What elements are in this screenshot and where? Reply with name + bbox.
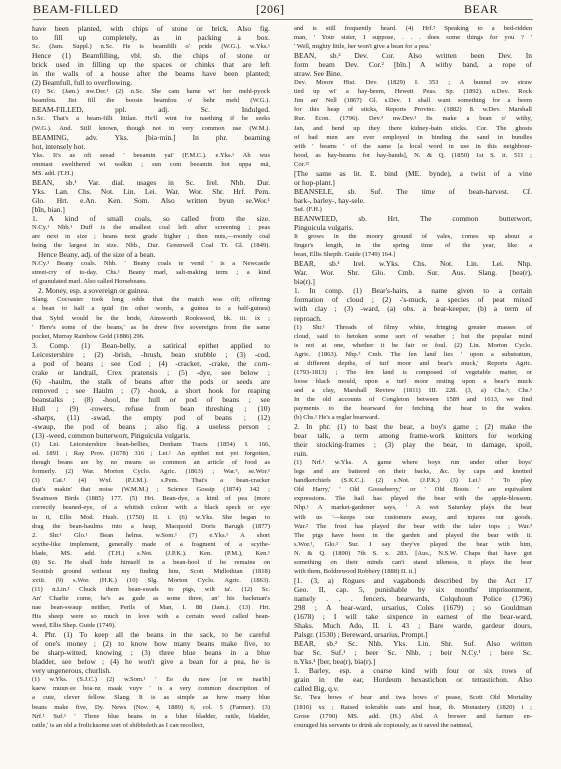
left-column-line: kaew muun·ee boa·nz maak vuyv ' is a very common description of bbox=[32, 685, 270, 693]
left-column-line: 1. A kind of small coals, so called from the size. bbox=[32, 213, 270, 223]
left-column-line: correctly beaned-eye, of a whitish colour with a black speck or eye bbox=[32, 504, 270, 512]
right-column-line: Shaks. Much Ado, II. i. 43 ; Bare warde, gardeur dours, bbox=[294, 621, 532, 631]
right-column-line: 1. In comp. (1) Bear's-hairs, a name given to a certain bbox=[294, 286, 532, 296]
right-column-line: biə(r).] bbox=[294, 277, 315, 287]
left-column-line: beamfou. Jist fill the boosie beamfou o' behr mehl (W.G.). bbox=[32, 97, 270, 105]
right-column-line: called Big, q.v. bbox=[294, 684, 339, 694]
left-column-line: (8) Sc. He shall hide himself in a bean-hool if he remains on bbox=[32, 558, 270, 566]
left-column-line: (1) Sc. (Jam.) nw.Der.¹ (2) n.Sc. She cam hame wi' her mehl-pyock bbox=[32, 88, 270, 96]
header-headword-left: BEAM-FILLED bbox=[33, 2, 119, 16]
left-column-line: Leicestershire ; (2) -brish, -brush, bean stubble ; (3) -cod, bbox=[32, 349, 270, 359]
right-column-line: ' Well, mighty little, her won't give a bean for a pea.' bbox=[294, 43, 431, 51]
left-column-line: though beans are by no means so common an article of food as bbox=[32, 459, 270, 467]
left-column-line: -swaup, the pod of beans ; also fig. a useless person ; bbox=[32, 422, 270, 432]
left-column-line: be sharp-witted, knowing ; (3) three blue beans in a blue bbox=[32, 648, 270, 658]
right-column-line: bark-, barley-, hay-sele. bbox=[294, 195, 365, 205]
right-column-line: The pigs have been in the garden and played the bear with it. bbox=[294, 531, 532, 539]
right-column-line: Jim an' Nell (1867) Gl. s.Dev. I shall want something for a beem bbox=[294, 97, 532, 105]
right-column-line: or hop-plant.] bbox=[294, 177, 335, 187]
left-column-line: very ungenerous, churlish. bbox=[32, 666, 111, 676]
left-column-line: Yks. Lan. Chs. Not. Lin. Lei. War. Wor. Shr. Hrf. Pem. bbox=[32, 186, 270, 196]
right-column-line: their stocking-frames ; (3) play the bear, to damage, spoil, bbox=[294, 440, 532, 450]
right-column-line: with us '—keeps our customers away, and injures our goods. bbox=[294, 513, 532, 521]
right-column-line: It grows in the moory ground of vales, comes up about a bbox=[294, 233, 532, 241]
header-rule bbox=[33, 19, 533, 20]
left-column-line: in the walls of a house after the beams have been planted; bbox=[32, 69, 270, 79]
left-column-line: of granulated marl. Also called Horsebeans. bbox=[32, 278, 147, 286]
right-column-line: n.Yks.¹ [ber, beə(r), biə(r).] bbox=[294, 657, 376, 667]
left-column-line: Hence Beany, adj. of the size of a bean. bbox=[38, 250, 156, 260]
left-column-line: a cute, clever fellow. Slang. It is as simple as how many blue bbox=[32, 694, 270, 702]
right-column-line: N. & Q. (1890) 7th S. x. 283. [Aus., N.S.W. Chaps that have got bbox=[294, 549, 532, 557]
right-column-line: cloud, said to betoken some sort of weather ; but the popular mind bbox=[294, 332, 532, 340]
left-column-line: (2) Beamfull, full to overflowing. bbox=[32, 78, 132, 88]
right-column-line: Suf. (F.H.) bbox=[294, 205, 322, 213]
right-column-line: bear talk, a term among frame-work knitters for working bbox=[294, 431, 532, 441]
left-column-line: beans make five, Dy. News (Nov. 4, 1889) 6, col. 5 (Farmer). (3) bbox=[32, 703, 270, 711]
right-column-line: and is still frequently heard. (4) Hrf.² Speaking to a bed-ridden bbox=[294, 25, 532, 32]
left-column-line: 2. Shr.¹ Glo.¹ Bean helms. w.Som.¹ (7) e.Yks.¹ A short bbox=[32, 531, 270, 539]
right-column-line: Sc. Twa bows o' bear and twa bows o' pease, Scott Old Mortality bbox=[294, 694, 532, 702]
left-column-line: Glo. Hrt. e.An. Ken. Som. Also written byun se.Wor.¹ bbox=[32, 195, 270, 205]
header-page-number: [206] bbox=[256, 2, 285, 16]
left-column-line: formerly. (2) War. Morton Cyclo. Agric. (1863) ; War.³, se.Wor.¹ bbox=[32, 468, 270, 476]
right-column-line: ruin. bbox=[294, 449, 308, 459]
header-headword-right: BEAR bbox=[464, 2, 499, 16]
right-column-line: 1. Barley, esp. a coarse kind with four or six rows of bbox=[294, 666, 532, 676]
left-column-line: nae bean-swaup neither, Perils of Man, I. 88 (Jam.). (13) Hrt. bbox=[32, 604, 270, 611]
right-column-line: BEANWEED, sb. Hrt. The common butterwort, bbox=[294, 213, 532, 223]
right-column-line: [1. (3, a) Rogues and vagabonds described by the Act 17 bbox=[294, 575, 532, 585]
right-column-line: grain in the ear, Hordeum hexastichon or tetrastichon. Also bbox=[294, 675, 532, 685]
right-column-line: Dev. Moore Hist. Dev. (1829) I. 353 ; A bunnel ov straw bbox=[294, 79, 532, 87]
left-column-line: Swainson Birds (1885) 177. (5) Hrt. Bean-dye, a kind of pea (more bbox=[32, 495, 270, 503]
right-column-line: Agric. (1863). Nhp.² Cmb. The fen land lies ' upon a substratum, bbox=[294, 350, 532, 358]
right-column-line: for this heap of sticks, Reports Provinc. (1882) 8. w.Dev. Marshall bbox=[294, 106, 532, 114]
right-column-line: with them, Boldrewood Robbery (1888) II. ii.] bbox=[294, 567, 417, 575]
left-column-line: Hence (1) Beamfilling, vbl. sb. the chips of stone or bbox=[32, 51, 270, 61]
right-column-line: with clay ; (3) -ward, (a) obs. a bear-keeper, (b) a term of bbox=[294, 304, 532, 314]
left-column-line: 3. Comp. (1) Bean-belly, a satirical epithet applied to bbox=[32, 340, 270, 350]
right-column-line: of bad men are ever employed in binding the sand in bundles bbox=[294, 133, 532, 141]
right-column-line: finger's length, in the spring time of the year, like a bbox=[294, 242, 532, 250]
right-column-line: BEAR, sb.² Sc. Nhb. Yks. Lin. Shr. Suf. Also written bbox=[294, 639, 532, 649]
left-column-line: street-cry of to-day. Chs.¹ Beany marl, salt-making term ; a kind bbox=[32, 269, 270, 277]
right-column-line: something on their minds can't stand idleness, it plays the bear bbox=[294, 558, 532, 566]
right-column-line: War. Wor. Shr. Glo. Cmb. Sur. Aus. Slang. [beə(r), bbox=[294, 268, 532, 278]
right-column-line: straw. See Bine. bbox=[294, 69, 342, 79]
left-column-line: His sheep were so much in love with a certain weed called bean- bbox=[32, 613, 270, 621]
right-column-line: legs and are battered on their backs, &c. by caps and knotted bbox=[294, 468, 532, 476]
right-column-line: Old Harry,' ' Old Gooseberry,' or ' Old Boots ' are equivalent bbox=[294, 486, 532, 494]
left-column-line: (1) Lei. Leicestershire bean-bellies, Denham Tracts (1854) I. 166, bbox=[32, 441, 270, 449]
right-column-line: [The same as lit. E. bind (ME. bynde), a twist of a vine bbox=[294, 168, 532, 178]
left-column-line: brick used in filling up the spaces or chinks that are left bbox=[32, 60, 270, 70]
left-column-line: (13) -weed, common butterwort, Pinguicula vulgaris. bbox=[32, 431, 191, 441]
right-column-line: (1816) xx ; Raised tolerable oats and bear, ib. Monastery (1820) i ; bbox=[294, 703, 532, 711]
left-column-line: ommast swelthered wi walkin ; sun com beeamin hot uppa mā, bbox=[32, 160, 270, 168]
left-column-line: (1) w.Yks. (S.J.C.) (2) w.Som.¹ ' Ee du naw [or ee naa'th] bbox=[32, 676, 270, 684]
right-column-line: Grose (1790) MS. add. (H.) Abd. A brewer and farmer en- bbox=[294, 712, 532, 720]
left-column-line: BEAN, sb.¹ Var. dial. usages in Sc. Irel. Nhb. Dur. bbox=[32, 177, 270, 187]
left-column-line: N.Cy.¹ Beany coals. Nhb. ' Beany coals te vend ' is a Newcastle bbox=[32, 260, 270, 268]
left-column-line: that Sybil would be the bride, Ainsworth Rookwood, bk. iii. ix ; bbox=[32, 314, 270, 322]
left-column-line: 4. Phr. (1) To keep all the beans in the sack, to be careful bbox=[32, 630, 270, 640]
left-column-line: bladder, see below ; (4) he won't give a bean for a pea, he is bbox=[32, 657, 270, 667]
right-column-line: couraged his servants to drink ale copiously, as it saved the oatmeal, bbox=[294, 721, 473, 729]
left-column-line: drag the bean-haulms into a heap, Macquoid Doris Barugh (1877) bbox=[32, 522, 270, 530]
right-column-line: Pinguicula vulgaris. bbox=[294, 223, 354, 233]
left-column-line: N.Cy.¹ Nhb.¹ Duff is the smallest coal left after screening ; peas bbox=[32, 224, 270, 232]
right-column-line: bean, Ellis Shepth. Guide (1749) 164.] bbox=[294, 251, 396, 259]
left-column-line: Yks. It's as oft seead ' beeamin yat' (F.M.C.). e.Yks.¹ Ah wus bbox=[32, 151, 270, 159]
right-column-line: tied up wi' a hay-beem, Hewett Peas. Sp. (1892). n.Dev. Rock bbox=[294, 88, 532, 96]
left-column-line: in it, Ellis Mod. Husb. (1750) II. i. (6) w.Yks. She began to bbox=[32, 513, 270, 521]
left-column-line: BEAM-FILLED, ppl. adj. Sc. Indulged. bbox=[32, 105, 270, 115]
right-column-line: Geo. II, cap. 5, punishable by six months' imprisonment, bbox=[294, 584, 532, 594]
right-column-line: namely . . . fencers, bearwards, Colquhoun Police (1796) bbox=[294, 593, 532, 603]
right-column-line: (1678) ; I will take sixpence in earnest of the bear-ward, bbox=[294, 612, 532, 622]
left-column-line: weed, Ellis Shep. Guide (1749). bbox=[32, 622, 116, 630]
right-column-line: (1) Shr.¹ Threads of filmy white, fringing greater masses of bbox=[294, 323, 532, 331]
left-column-line: n.Sc. That's a beam-fillt littlan. He'll wint for naething if he seeks bbox=[32, 115, 270, 123]
left-column-line: crake or landrail, Crex pratensis ; (5) -dye, see below ; bbox=[32, 367, 270, 377]
right-column-line: formation of cloud ; (2) -'s-muck, a species of peat mixed bbox=[294, 295, 532, 305]
left-column-line: removed ; see Haulm ; (7) -hook, a short hook for reaping bbox=[32, 385, 270, 395]
right-column-line: hood, as hay-beams for hay-bands], N. & Q. (1850) 1st S. ii. 511 ; bbox=[294, 151, 532, 159]
left-column-line: Slang. Cocoaster took long odds that the match was off; offering bbox=[32, 296, 270, 304]
right-column-line: Rur. Econ. (1796). Dev.³ nw.Dev.¹ Its make a bean o' withy, bbox=[294, 115, 532, 123]
left-column-line: scythe-like implement, generally made of a fragment of a scythe- bbox=[32, 540, 270, 548]
left-column-line: 2. Money, esp. a sovereign or guinea. bbox=[38, 286, 150, 296]
right-column-line: In the old accounts of Congleton between 1589 and 1613, we find bbox=[294, 395, 532, 403]
left-column-line: a bean to half a quid (in other words, a guinea to a half-guinea) bbox=[32, 305, 270, 313]
right-column-line: payments to the bearward for fetching the bear to the wakes. bbox=[294, 404, 532, 412]
left-column-line: Sc. (Jam. Suppl.) n.Sc. He is beamfillt o' pride (W.G.). w.Yks.¹ bbox=[32, 43, 270, 51]
right-column-line: Cor.¹² bbox=[294, 160, 310, 168]
left-column-line: have been planted, with chips of stone or brick. Also fig. bbox=[32, 24, 270, 33]
right-column-line: handkerchiefs (S.K.C.). (2) s.Not. (J.P.K.) (3) Lei.¹ ' To play bbox=[294, 477, 532, 485]
left-column-line: beanstalks ; (8) -hool, the hull or pod of beans ; see bbox=[32, 394, 270, 404]
left-column-line: blade, MS. add. (T.H.) s.Not. (J.P.K.). Ken. (P.M.), Ken.¹ bbox=[32, 549, 270, 557]
right-column-line: BEAR, sb.¹ Irel. w.Yks. Chs. Not. Lin. Lei. Nhp. bbox=[294, 259, 532, 269]
left-column-line: rattle,' is an old a frolicksome sort of shibboleth as I can recollect, bbox=[32, 721, 205, 729]
left-column-line: -sharps, (11) -swad, the empty pod of beans ; (12) bbox=[32, 413, 270, 423]
right-column-line: with ' beams ' of the same [a local word in use in this neighbour- bbox=[294, 142, 532, 150]
left-column-line: being the largest in size. Nhb., Dur. Greenwell Coal Tr. Gl. (1849). bbox=[32, 242, 270, 250]
right-column-line: BEANSELE, sb. Suf. The time of bean-harvest. Cf. bbox=[294, 186, 532, 196]
right-column-line: at different depths, of turf moor and bear's muck,' Reports Agric. bbox=[294, 359, 532, 367]
right-column-line: is not at one, whether it be fair or foul. (2) Lin. Morton Cyclo. bbox=[294, 341, 532, 349]
right-column-line: (1) Nrf.¹ w.Yks. A game where boys run under other boys' bbox=[294, 459, 532, 467]
left-column-line: that's makin' that noise (W.M.M.) ; Science Gossip (1874) 142 ; bbox=[32, 486, 270, 494]
left-column-line: (3) Cai.¹ (4) Wxf. (P.J.M.). s.Pem. That's a bean-cracker bbox=[32, 477, 270, 485]
left-column-line: hot, intensely hot. bbox=[32, 141, 86, 151]
left-column-line: to fill up completely, as in packing a box. bbox=[32, 33, 270, 43]
left-column-line: Hull ; (9) -rowers, refuse from bean threshing ; (10) bbox=[32, 403, 270, 413]
left-column-line: MS. add. (T.H.) bbox=[32, 169, 74, 177]
right-column-line: (b) Chs.¹ He's a reglar bearward. bbox=[294, 414, 380, 422]
right-column-line: Nhp.¹ A market-gardener says, ' A wet Saturday plays the bear bbox=[294, 504, 532, 512]
right-column-line: loose black mould, upon a turf moor resting upon a bear's muck bbox=[294, 377, 532, 385]
left-column-line: ' Here's some of the beans,' as he drew five sovereigns from the same bbox=[32, 323, 270, 331]
left-column-line: Scottish ground without my finding him, Scott Midlothian (1818) bbox=[32, 567, 270, 575]
right-column-line: s.Wor.¹, Glo.² Sur. I say they've played the bear with him, bbox=[294, 540, 532, 548]
left-column-line: BEAMING, adv. Yks. [biə·min.] In phr. beaming bbox=[32, 132, 270, 142]
right-column-line: man, ' Your sister, I suppose, . . . does some things for you ? ' bbox=[294, 34, 532, 42]
left-column bbox=[32, 24, 270, 766]
right-column-line: Jan, and bend up they there kidney-bain sticks. Cor. The ghosts bbox=[294, 124, 532, 132]
left-column-line: Nrf.¹ Suf.¹ ' Three blue beans in a blue bladder, rattle, bladder, bbox=[32, 712, 270, 720]
left-column-line: a pod of beans ; see Cod ; (4) -cracker, -crake, the corn- bbox=[32, 358, 270, 368]
right-column-line: and a clay, Marshall Review (1811) III. 228. (3, a) Chs.¹; Chs.² bbox=[294, 386, 532, 394]
left-column-line: of one's money ; (2) to know how many beans make five, to bbox=[32, 639, 270, 649]
right-column bbox=[294, 24, 532, 766]
right-column-line: expressions. The hail has played the bear with the apple-blossom. bbox=[294, 495, 532, 503]
right-column-line: bar Sc. Suf.¹ ; beer Sc. Nhb. ; beir N.Cy.¹ ; bere Sc. bbox=[294, 648, 532, 658]
right-column-line: Palsgr. (1530) ; Bereward, ursarius, Prompt.] bbox=[294, 630, 428, 640]
left-column-line: pocket, Murray Rainbow Gold (1886) 296. bbox=[32, 332, 145, 340]
left-column-line: (11) n.Lin.¹ Chuck them bean-swads to pigs, wilt ta'. (12) Sc. bbox=[32, 585, 270, 593]
left-column-line: (W.G.). And. Still known, though not in very common use (W.M.). bbox=[32, 124, 270, 132]
right-column-line: 298 ; A bear-ward, ursarius, Coles (1679) ; so Gouldman bbox=[294, 603, 532, 612]
right-column-line: BEAN, sb.² Dev. Cor. Also written been Dev. In bbox=[294, 51, 532, 61]
left-column-line: [bīn, bian.] bbox=[32, 204, 65, 214]
right-column-line: reproach. bbox=[294, 313, 322, 323]
left-column-line: (6) -haulm, the stalk of beans after the pods or seeds are bbox=[32, 376, 270, 386]
right-column-line: (1793-1813) ; The fen land is composed of vegetable matter, or bbox=[294, 368, 532, 376]
left-column-line: are next in size ; beans next grade higher ; then nuts,—roondy coal bbox=[32, 233, 270, 241]
left-column-line: An' Charlie come, he's as gude as some three, an' his backman's bbox=[32, 594, 270, 602]
left-column-line: ed. 1891 ; Ray Prov. (1678) 316 ; Lei.¹ An epithet not yet forgotten, bbox=[32, 450, 270, 458]
right-column-line: 2. In phr. (1) to bast the bear, a boy's game ; (2) make the bbox=[294, 422, 532, 432]
left-column-line: xviii. (9) s.Wor. (H.K.) (10) Slg. Morton Cyclo. Agric. (1863). bbox=[32, 576, 270, 584]
right-column-line: War.² The frost has played the bear with the taler tops ; War.³ bbox=[294, 522, 532, 530]
right-column-line: form beam Dev. Cor.² [bīn.] A withy band, a rope of bbox=[294, 60, 532, 70]
